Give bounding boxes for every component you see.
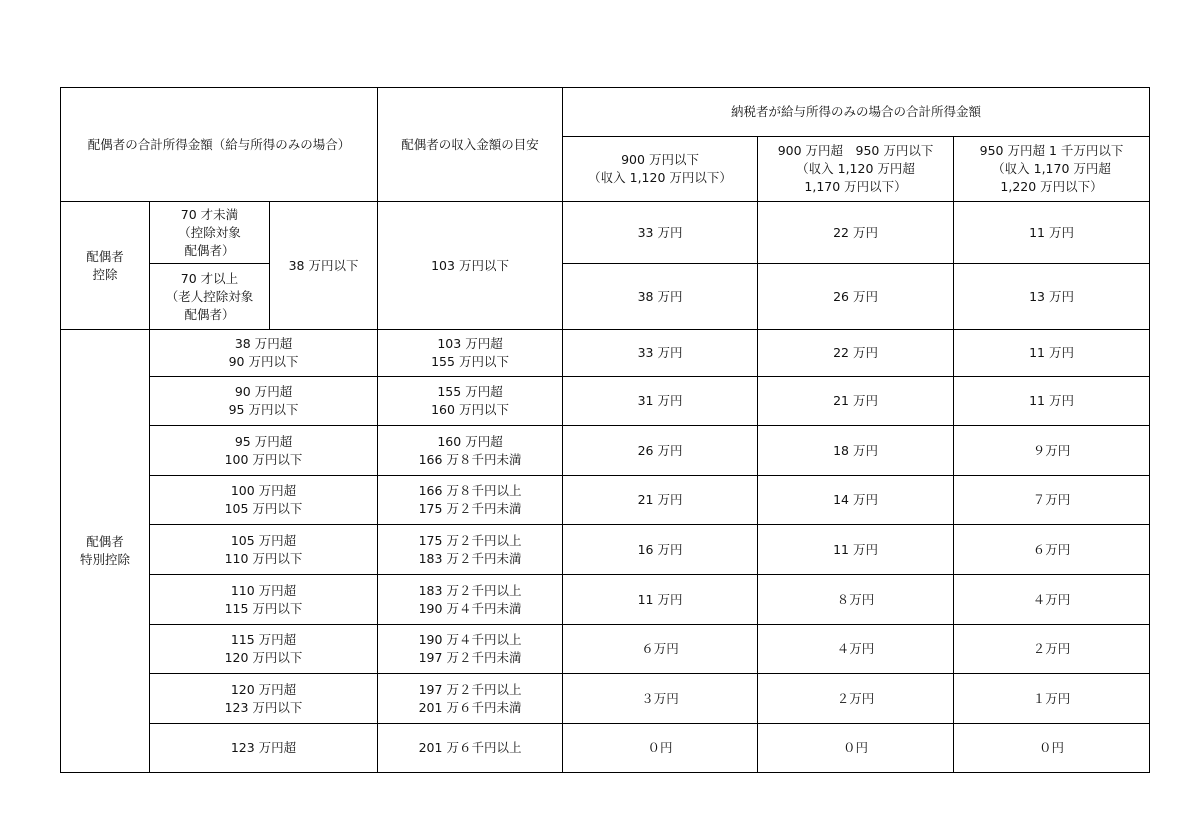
value-cell: 11 万円 (954, 330, 1150, 377)
header-bracket-1: 900 万円以下 （収入 1,120 万円以下） (563, 137, 758, 202)
value-cell: ６万円 (954, 525, 1150, 575)
value-cell: 26 万円 (563, 426, 758, 476)
salary-cell: 160 万円超 166 万８千円未満 (378, 426, 563, 476)
value-cell: 11 万円 (563, 575, 758, 625)
value-cell: ４万円 (758, 625, 954, 674)
header-bracket-3: 950 万円超 1 千万円以下 （収入 1,170 万円超 1,220 万円以下） (954, 137, 1150, 202)
value-cell: 26 万円 (758, 264, 954, 330)
value-cell: 16 万円 (563, 525, 758, 575)
salary-cell: 166 万８千円以上 175 万２千円未満 (378, 476, 563, 525)
income-cell: 110 万円超 115 万円以下 (150, 575, 378, 625)
value-cell: ６万円 (563, 625, 758, 674)
salary-cell: 175 万２千円以上 183 万２千円未満 (378, 525, 563, 575)
income-cell: 38 万円以下 (270, 202, 378, 330)
income-cell: 95 万円超 100 万円以下 (150, 426, 378, 476)
value-cell: 38 万円 (563, 264, 758, 330)
header-bracket-2: 900 万円超 950 万円以下 （収入 1,120 万円超 1,170 万円以下） (758, 137, 954, 202)
header-taxpayer-group: 納税者が給与所得のみの場合の合計所得金額 (563, 88, 1150, 137)
value-cell: 31 万円 (563, 377, 758, 426)
salary-cell: 201 万６千円以上 (378, 724, 563, 773)
table-row (61, 202, 1150, 264)
value-cell: １万円 (954, 674, 1150, 724)
salary-cell: 103 万円以下 (378, 202, 563, 330)
header-spouse-salary-guide: 配偶者の収入金額の目安 (378, 88, 563, 202)
value-cell: ０円 (954, 724, 1150, 773)
value-cell: ２万円 (954, 625, 1150, 674)
value-cell: 11 万円 (954, 202, 1150, 264)
value-cell: 21 万円 (758, 377, 954, 426)
value-cell: 11 万円 (954, 377, 1150, 426)
income-cell: 123 万円超 (150, 724, 378, 773)
category-special-deduction: 配偶者 特別控除 (61, 330, 150, 773)
header-row-1 (61, 88, 1150, 137)
value-cell: ４万円 (954, 575, 1150, 625)
table-row (61, 264, 1150, 330)
income-cell: 100 万円超 105 万円以下 (150, 476, 378, 525)
value-cell: 22 万円 (758, 330, 954, 377)
income-cell: 38 万円超 90 万円以下 (150, 330, 378, 377)
value-cell: ３万円 (563, 674, 758, 724)
value-cell: 33 万円 (563, 202, 758, 264)
salary-cell: 190 万４千円以上 197 万２千円未満 (378, 625, 563, 674)
salary-cell: 183 万２千円以上 190 万４千円未満 (378, 575, 563, 625)
income-cell: 120 万円超 123 万円以下 (150, 674, 378, 724)
value-cell: 33 万円 (563, 330, 758, 377)
table-row (61, 525, 1150, 575)
header-spouse-income: 配偶者の合計所得金額（給与所得のみの場合） (61, 88, 378, 202)
value-cell: ０円 (563, 724, 758, 773)
income-cell: 105 万円超 110 万円以下 (150, 525, 378, 575)
table-row (61, 476, 1150, 525)
table-row (61, 724, 1150, 773)
table-row (61, 575, 1150, 625)
table-row (61, 377, 1150, 426)
value-cell: ７万円 (954, 476, 1150, 525)
table-row (61, 625, 1150, 674)
value-cell: 14 万円 (758, 476, 954, 525)
salary-cell: 197 万２千円以上 201 万６千円未満 (378, 674, 563, 724)
table-row (61, 426, 1150, 476)
salary-cell: 103 万円超 155 万円以下 (378, 330, 563, 377)
income-cell: 115 万円超 120 万円以下 (150, 625, 378, 674)
value-cell: ８万円 (758, 575, 954, 625)
age-cell: 70 才以上 （老人控除対象 配偶者） (150, 264, 270, 330)
value-cell: 13 万円 (954, 264, 1150, 330)
income-cell: 90 万円超 95 万円以下 (150, 377, 378, 426)
value-cell: 18 万円 (758, 426, 954, 476)
value-cell: 11 万円 (758, 525, 954, 575)
deduction-table (60, 87, 1150, 773)
age-cell: 70 才未満 （控除対象 配偶者） (150, 202, 270, 264)
table-row (61, 330, 1150, 377)
table-row (61, 674, 1150, 724)
value-cell: 21 万円 (563, 476, 758, 525)
salary-cell: 155 万円超 160 万円以下 (378, 377, 563, 426)
category-spouse-deduction: 配偶者 控除 (61, 202, 150, 330)
value-cell: 22 万円 (758, 202, 954, 264)
value-cell: ２万円 (758, 674, 954, 724)
value-cell: ９万円 (954, 426, 1150, 476)
value-cell: ０円 (758, 724, 954, 773)
